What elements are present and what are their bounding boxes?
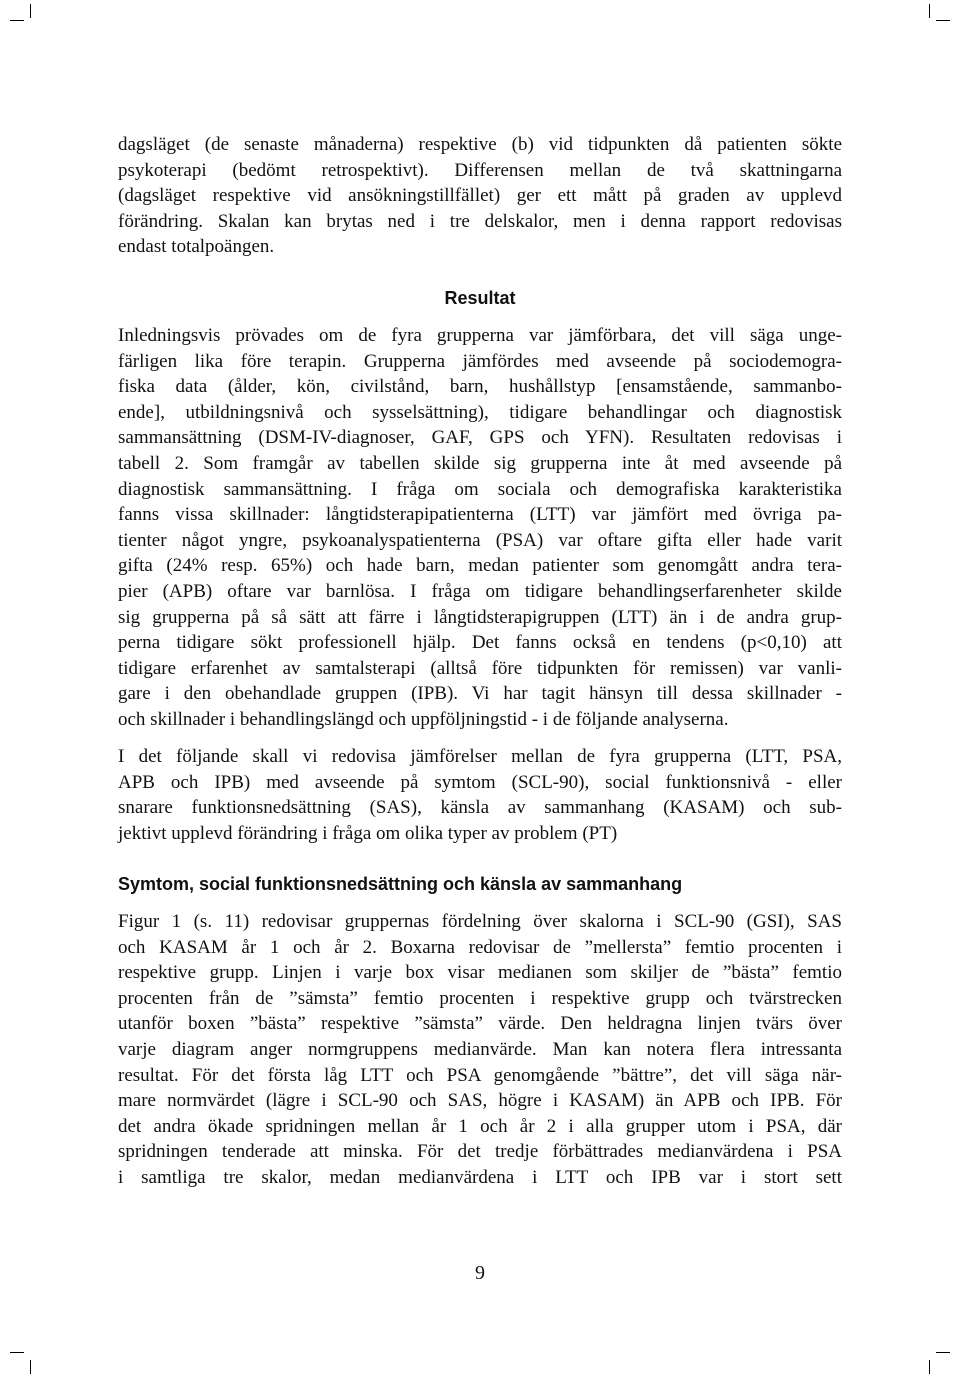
text-line: fanns vissa skillnader: långtidsterapipatienterna (LTT) var jämfört med övriga pa-: [118, 504, 842, 526]
text-line: dagsläget (de senaste månaderna) respektive (b) vid tidpunkten då patienten sökte: [118, 134, 842, 155]
text-line: och skillnader i behandlingslängd och uppföljningstid - i de följande analyserna.: [118, 708, 729, 730]
section-heading-symtom: Symtom, social funktionsnedsättning och känsla av sammanhang: [118, 874, 683, 894]
text-line: det andra ökade spridningen mellan år 1 och år 2 i alla grupper utom i PSA, där: [118, 1115, 842, 1137]
text-line: tienter något yngre, psykoanalyspatienterna (PSA) var oftare gifta eller hade varit: [118, 529, 842, 551]
text-line: tabell 2. Som framgår av tabellen skilde sig grupperna inte åt med avseende på: [118, 452, 842, 474]
text-line: varje diagram anger normgruppens medianvärde. Man kan notera flera intressanta: [118, 1038, 842, 1060]
crop-mark-bottom-left-v: [30, 1360, 31, 1374]
crop-mark-top-right-h: [936, 20, 950, 21]
text-line: mare normvärdet (lägre i SCL-90 och SAS, högre i KASAM) än APB och IPB. För: [118, 1090, 842, 1112]
text-line: förändring. Skalan kan brytas ned i tre delskalor, men i denna rapport redovisas: [118, 210, 842, 232]
text-line: gare i den obehandlade gruppen (IPB). Vi har tagit hänsyn till dessa skillnader -: [118, 683, 842, 705]
text-line: i samtliga tre skalor, medan medianvärdena i LTT och IPB var i stort sett: [118, 1166, 842, 1188]
crop-mark-bottom-left-h: [10, 1352, 24, 1353]
text-line: spridningen tenderade att minska. För det tredje förbättrades medianvärdena i PSA: [118, 1141, 842, 1163]
text-line: Inledningsvis prövades om de fyra grupperna var jämförbara, det vill säga unge-: [118, 325, 842, 346]
text-line: fiska data (ålder, kön, civilstånd, barn, hushållstyp [ensamstående, sammanbo-: [118, 376, 842, 398]
text-line: perna tidigare sökt professionell hjälp. Det fanns också en tendens (p<0,10) att: [118, 632, 842, 654]
text-line: psykoterapi (bedömt retrospektivt). Differensen mellan de två skattningarna: [118, 159, 842, 181]
crop-mark-top-left-v: [30, 4, 31, 18]
text-line: sammansättning (DSM-IV-diagnoser, GAF, GPS och YFN). Resultaten redovisas i: [118, 427, 842, 449]
text-line: I det följande skall vi redovisa jämförelser mellan de fyra grupperna (LTT, PSA,: [118, 746, 842, 767]
text-line: snarare funktionsnedsättning (SAS), känsla av sammanhang (KASAM) och sub-: [118, 797, 842, 819]
text-line: APB och IPB) med avseende på symtom (SCL-90), social funktionsnivå - eller: [118, 771, 842, 793]
text-line: (dagsläget respektive vid ansökningstillfället) ger ett mått på graden av upplevd: [118, 185, 842, 207]
crop-mark-top-left-h: [10, 20, 24, 21]
text-line: diagnostisk sammansättning. I fråga om sociala och demografiska karakteristika: [118, 478, 842, 500]
text-line: ende], utbildningsnivå och sysselsättning), tidigare behandlingar och diagnostisk: [118, 401, 842, 423]
resultat-paragraph-1: [118, 323, 842, 733]
crop-mark-bottom-right-h: [936, 1352, 950, 1353]
text-line: procenten från de ”sämsta” femtio procenten i respektive grupp och tvärstrecken: [118, 987, 842, 1009]
text-line: jektivt upplevd förändring i fråga om olika typer av problem (PT): [118, 822, 618, 844]
text-line: endast totalpoängen.: [118, 236, 275, 258]
crop-mark-top-right-v: [929, 4, 930, 18]
text-line: och KASAM år 1 och år 2. Boxarna redovisar de ”mellersta” femtio procenten i: [118, 936, 842, 958]
page-number: 9: [475, 1262, 485, 1284]
section-heading-resultat: Resultat: [444, 288, 516, 308]
symtom-paragraph: [118, 909, 842, 1191]
text-line: färligen lika före terapin. Grupperna jämfördes med avseende på sociodemogra-: [118, 350, 842, 372]
resultat-paragraph-2: [118, 744, 842, 846]
text-line: pier (APB) oftare var barnlösa. I fråga om tidigare behandlingserfarenheter skilde: [118, 580, 842, 602]
crop-mark-bottom-right-v: [929, 1360, 930, 1374]
intro-paragraph: [118, 132, 842, 260]
text-line: sig grupperna på så sätt att färre i långtidsterapigruppen (LTT) än i de andra grup-: [118, 606, 842, 628]
text-line: utanför boxen ”bästa” respektive ”sämsta” värde. Den heldragna linjen tvärs över: [118, 1013, 842, 1035]
text-line: gifta (24% resp. 65%) och hade barn, medan patienter som genomgått andra tera-: [118, 555, 842, 577]
text-line: Figur 1 (s. 11) redovisar gruppernas fördelning över skalorna i SCL-90 (GSI), SAS: [118, 911, 842, 932]
text-line: resultat. För det första låg LTT och PSA genomgående ”bättre”, det vill säga när-: [118, 1064, 842, 1086]
text-line: respektive grupp. Linjen i varje box visar medianen som skiljer de ”bästa” femtio: [118, 962, 842, 984]
text-line: tidigare erfarenhet av samtalsterapi (alltså före tidpunkten för remissen) var vanli-: [118, 657, 842, 679]
